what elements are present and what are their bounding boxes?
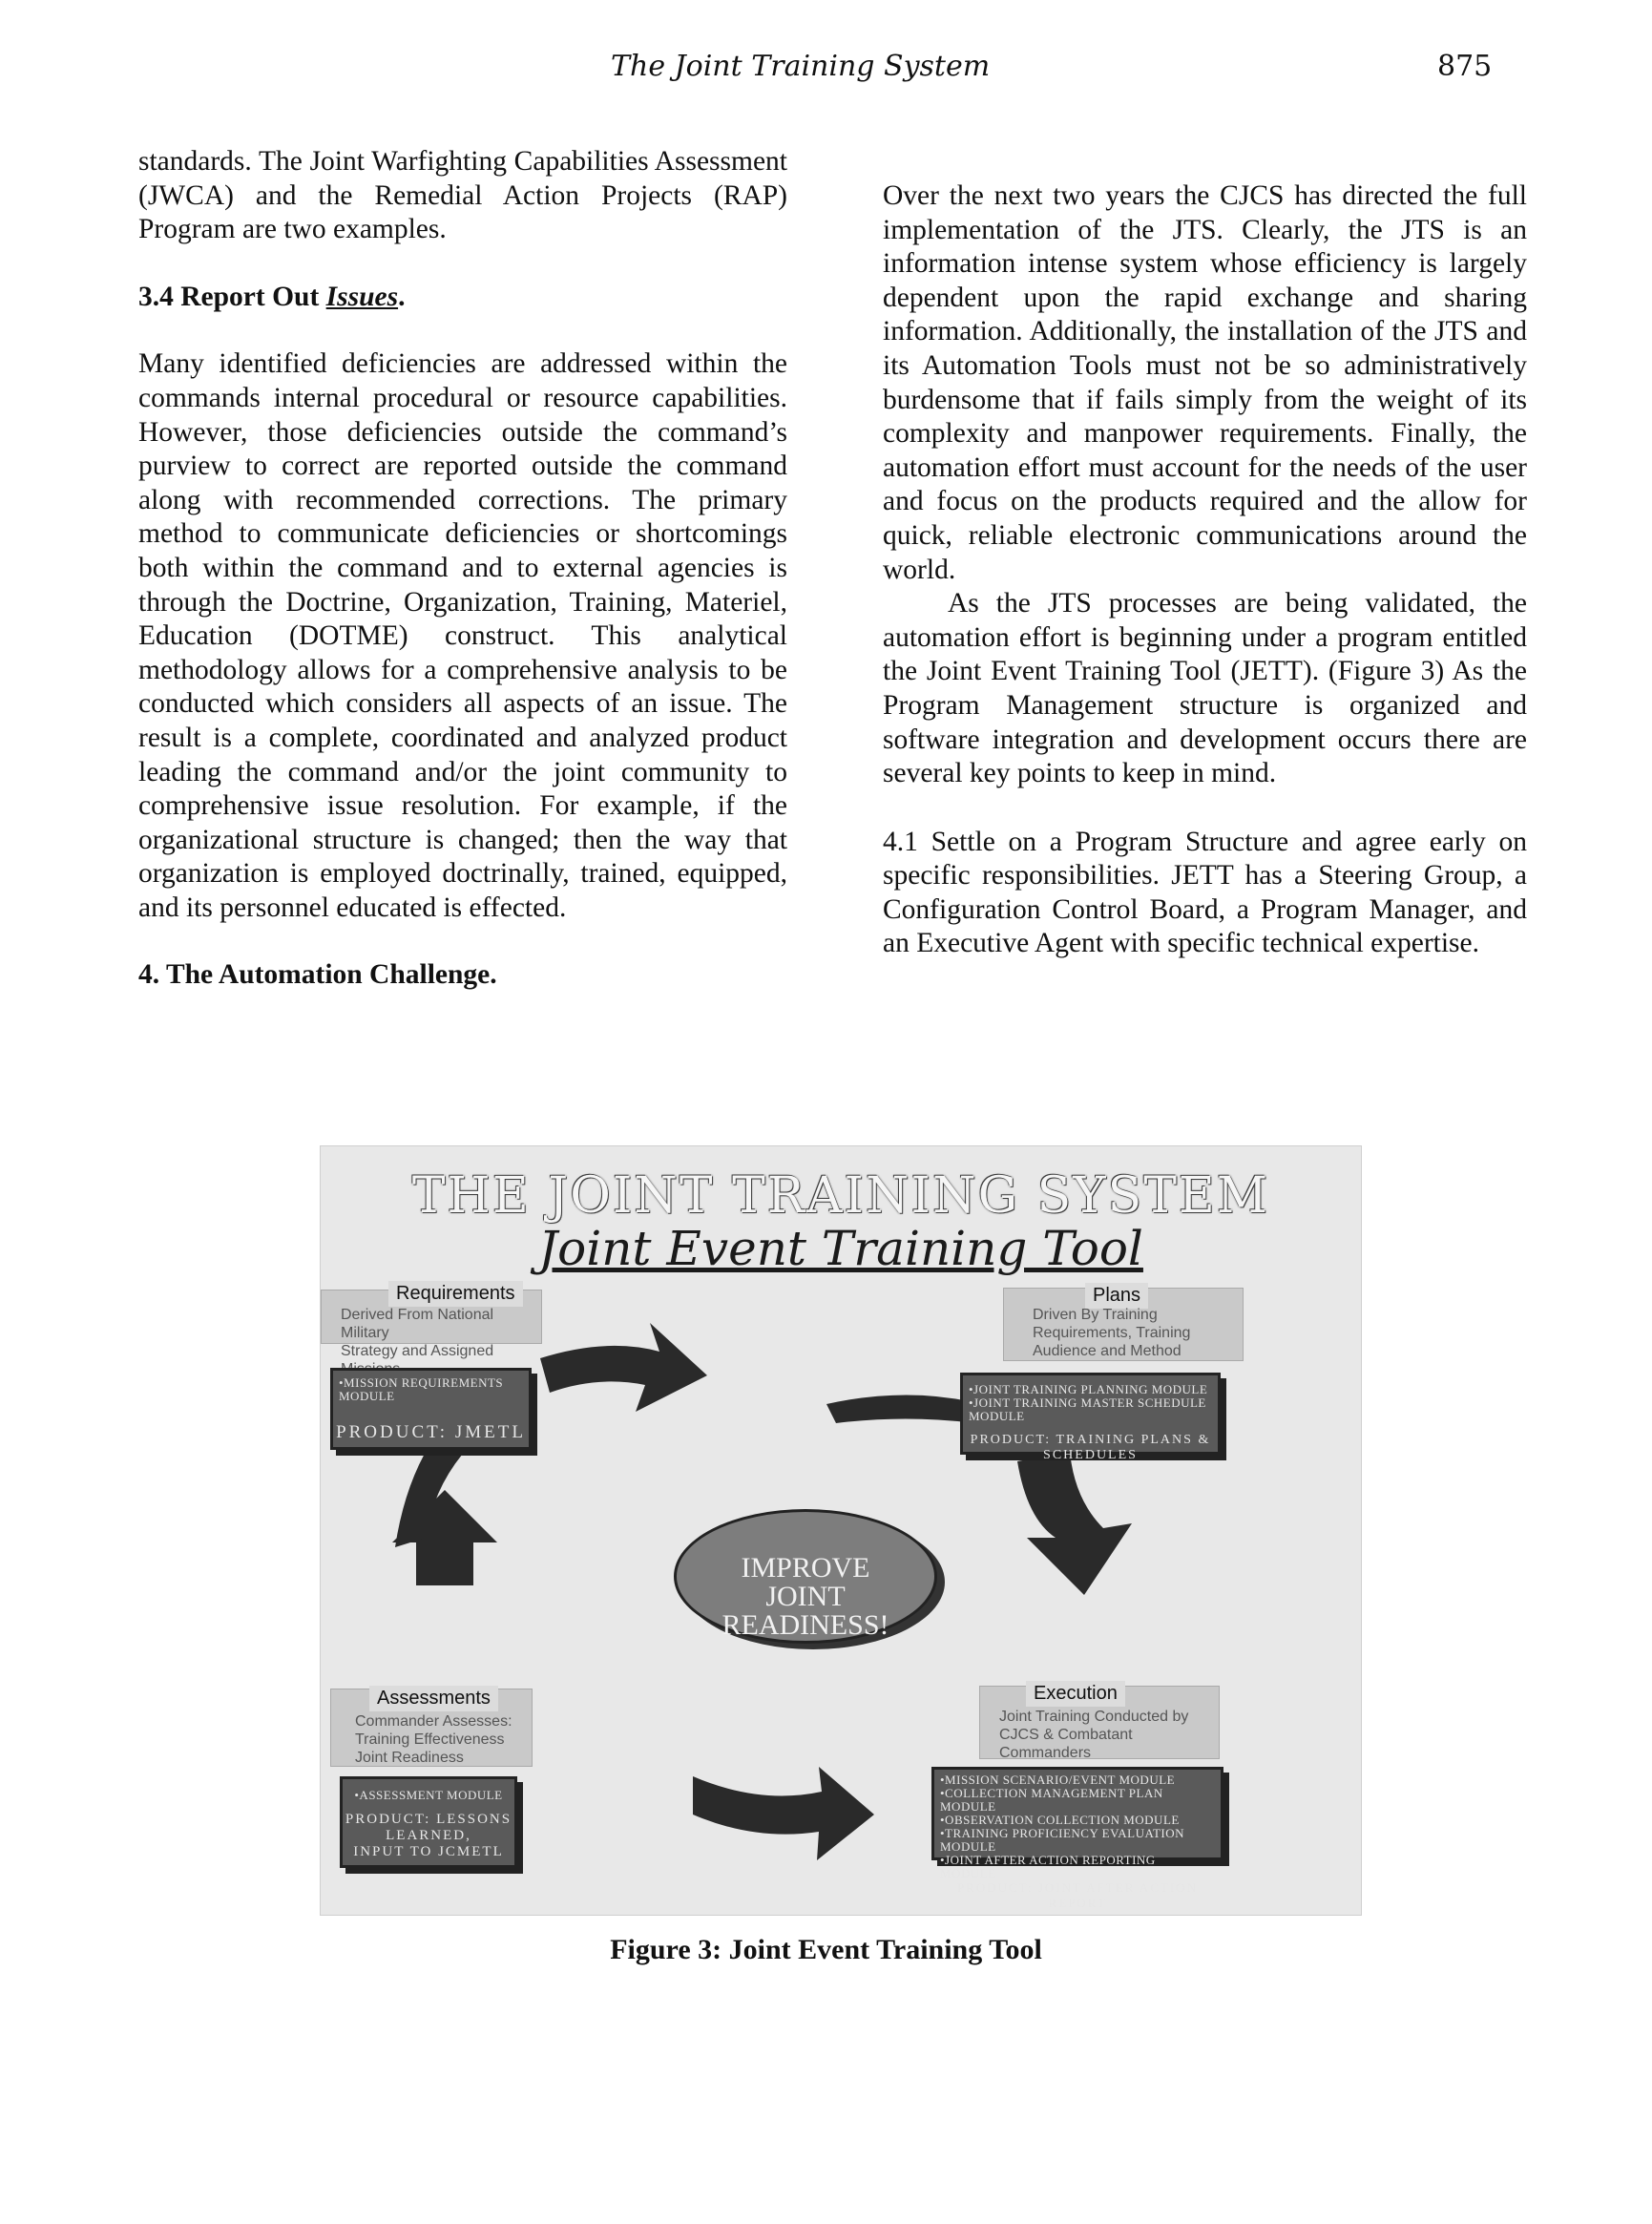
arrow-down-right-icon	[1017, 1452, 1132, 1595]
execution-module: •MISSION SCENARIO/EVENT MODULE •COLLECTION MANAGEMENT PLAN MODULE •OBSERVATION COLLECTION MODULE •TRAINING PROFICIENCY EVALUATION MODULE •JOINT AFTER ACTION REPORTING MODULE PRODUCT: JOINT AFTER ACTION REPORT	[931, 1767, 1223, 1860]
paragraph-deficiencies: Many identified deficiencies are addressed within the commands internal procedural or resource capabilities. However, those deficiencies outside the command’s purview to correct are reported outside the command along with recommended corrections. The primary method to communicate deficiencies or shortcomings both within the command and to external agencies is through the Doctrine, Organization, Training, Materiel, Education (DOTME) construct. This analytical methodology allows for a comprehensive analysis to be conducted which considers all aspects of an issue. The result is a complete, coordinated and analyzed product leading the command and/or the joint community to comprehensive issue resolution. For example, if the organizational structure is changed; then the way that organization is employed doctrinally, trained, equipped, and its personnel educated is effected.	[138, 348, 787, 923]
execution-bullets: Joint Training Conducted by CJCS & Combatant Commanders	[999, 1709, 1189, 1761]
paragraph-4-1: 4.1 Settle on a Program Structure and agree early on specific responsibilities. JETT has a Steering Group, a Configuration Control Board, a Program Manager, and an Executive Agent with specific technical expertise.	[883, 826, 1527, 959]
left-column	[138, 145, 787, 993]
paragraph-standards: standards. The Joint Warfighting Capabilities Assessment (JWCA) and the Remedial Action Projects (RAP) Program are two examples.	[138, 146, 787, 245]
section-heading-3-4: 3.4 Report Out Issues.	[138, 281, 406, 312]
paragraph-jett: As the JTS processes are being validated, the automation effort is beginning under a program entitled the Joint Event Training Tool (JETT). (Figure 3) As the Program Management structure is organized and software integration and development occurs there are several key points to keep in mind.	[883, 588, 1527, 789]
figure-title: THE JOINT TRAINING SYSTEM	[411, 1167, 1270, 1225]
assessments-bullets: Commander Assesses: Training Effectiveness Joint Readiness	[355, 1713, 512, 1766]
plans-module: •JOINT TRAINING PLANNING MODULE •JOINT TRAINING MASTER SCHEDULE MODULE PRODUCT: TRAINING PLANS & SCHEDULES	[960, 1373, 1221, 1455]
execution-panel	[979, 1683, 1220, 1761]
running-title: The Joint Training System	[611, 50, 991, 83]
improve-readiness-ellipse: IMPROVE JOINT READINESS!	[674, 1509, 937, 1644]
requirements-panel	[321, 1283, 542, 1359]
requirements-bullets: Derived From National Military Strategy and Assigned	[341, 1307, 494, 1359]
assessments-module: •ASSESSMENT MODULE PRODUCT: LESSONS LEARNED, INPUT TO JCMETL	[340, 1776, 517, 1868]
plans-panel	[1003, 1285, 1244, 1361]
arrow-requirements-to-plans-icon	[540, 1323, 707, 1412]
plans-title: Plans	[1085, 1283, 1148, 1309]
requirements-module: •MISSION REQUIREMENTS MODULE PRODUCT: JMETL	[330, 1368, 532, 1450]
execution-title: Execution	[1026, 1681, 1125, 1707]
page-number: 875	[1437, 50, 1493, 83]
figure-subtitle: Joint Event Training Tool	[538, 1221, 1143, 1276]
figure-jett-diagram	[320, 1145, 1362, 1916]
assessments-panel	[330, 1689, 533, 1767]
assessments-title: Assessments	[369, 1686, 498, 1711]
requirements-title: Requirements	[388, 1281, 523, 1307]
paragraph-implementation: Over the next two years the CJCS has directed the full implementation of the JTS. Clearly, the JTS is an information intense system whose efficiency is largely dependent upon the rapid exchange and sharing information. Additionally, the installation of the JTS and its Automation Tools must not be so administratively burdensome that if fails simply from the weight of its complexity and manpower requirements. Finally, the automation effort must account for the needs of the user and focus on the products required and the allow for quick, reliable electronic communications around the world.	[883, 180, 1527, 585]
figure-caption: Figure 3: Joint Event Training Tool	[610, 1934, 1042, 1965]
running-header	[0, 50, 1652, 88]
section-heading-4: 4. The Automation Challenge.	[138, 959, 497, 991]
arrow-bottom-left-icon	[526, 1767, 688, 1815]
right-column	[883, 179, 1527, 961]
arrow-execution-to-assessments-icon	[693, 1767, 874, 1860]
plans-bullets: Driven By Training Requirements, Training Audience and Method	[1033, 1307, 1191, 1359]
